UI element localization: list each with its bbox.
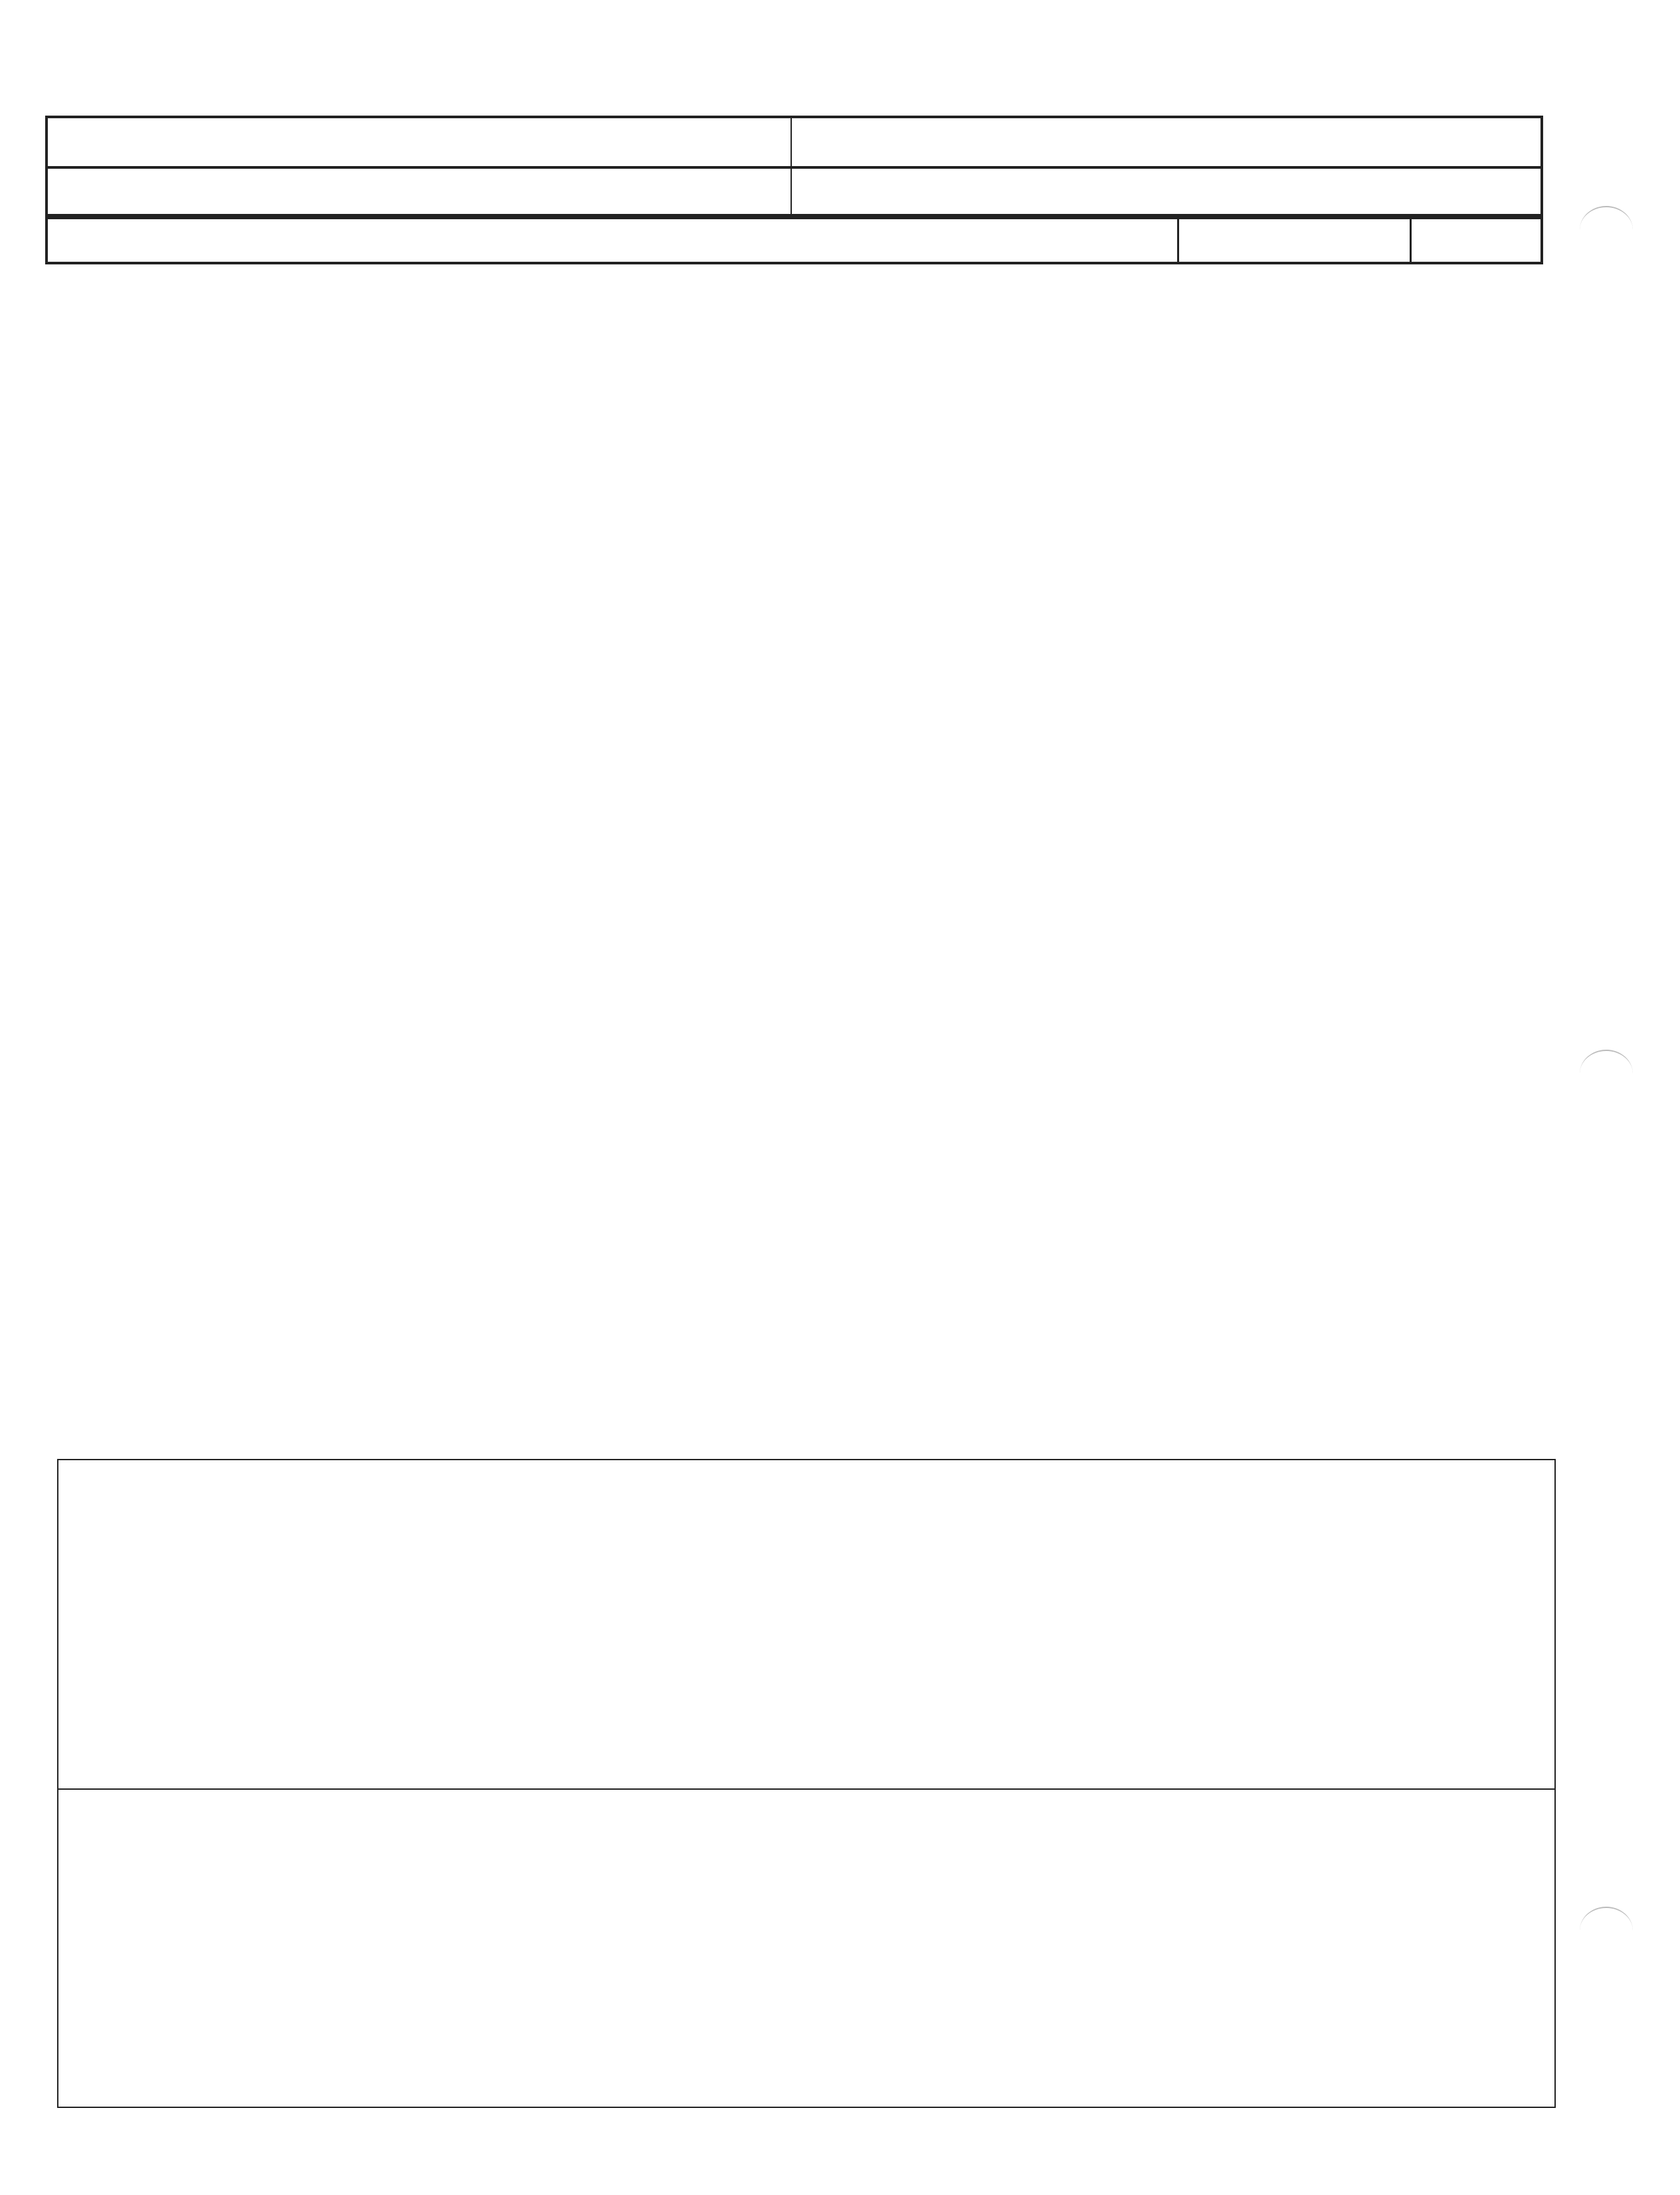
lower-divider bbox=[57, 1788, 1556, 1790]
children-header-divider-2 bbox=[1410, 217, 1412, 264]
lower-box bbox=[57, 1459, 1556, 2108]
children-header bbox=[45, 217, 1543, 264]
punch-hole-mark bbox=[1580, 1907, 1633, 1955]
punch-hole-mark bbox=[1580, 1050, 1633, 1098]
children-header-divider-1 bbox=[1177, 217, 1179, 264]
parents-col-divider bbox=[791, 116, 792, 217]
punch-hole-mark bbox=[1580, 206, 1633, 254]
parents-divider bbox=[45, 166, 1543, 169]
